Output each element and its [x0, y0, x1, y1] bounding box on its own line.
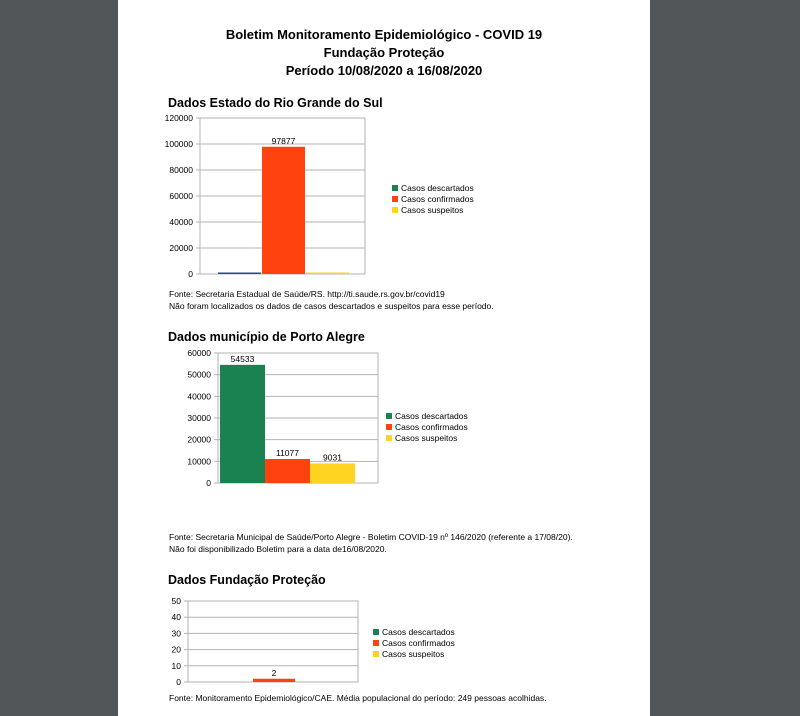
- section-heading-fp: Dados Fundação Proteção: [168, 573, 326, 587]
- y-tick-label: 0: [206, 478, 211, 488]
- legend-label: Casos confirmados: [395, 422, 468, 432]
- organization-title: Fundação Proteção: [323, 45, 445, 60]
- legend-swatch: [392, 185, 398, 191]
- source-note-rs: Fonte: Secretaria Estadual de Saúde/RS. http://ti.saude.rs.gov.br/covid19: [169, 289, 445, 299]
- legend-label: Casos descartados: [401, 183, 474, 193]
- y-tick-label: 120000: [164, 113, 193, 123]
- y-tick-label: 20000: [169, 243, 193, 253]
- source-note-fp: Fonte: Monitoramento Epidemiológico/CAE. Média populacional do período: 249 pessoas acolhidas.: [169, 693, 547, 703]
- legend-swatch: [373, 651, 379, 657]
- bar: [265, 459, 310, 483]
- y-tick-label: 10: [171, 660, 181, 671]
- y-tick-label: 40000: [169, 217, 193, 227]
- y-tick-label: 20: [171, 644, 181, 655]
- bar: [253, 679, 295, 682]
- section-heading-poa: Dados município de Porto Alegre: [168, 330, 365, 344]
- source-note-poa: Fonte: Secretaria Municipal de Saúde/Porto Alegre - Boletim COVID-19 nº 146/2020 (referente a 17/08/20).: [169, 532, 573, 542]
- data-label: 97877: [271, 135, 296, 146]
- chart-fp: [118, 595, 650, 690]
- y-tick-label: 40000: [187, 391, 211, 402]
- legend-label: Casos confirmados: [382, 638, 455, 648]
- data-label: 11077: [275, 447, 300, 458]
- bar: [218, 273, 261, 275]
- y-tick-label: 0: [176, 677, 181, 687]
- data-label: 9031: [323, 452, 342, 463]
- y-tick-label: 50000: [187, 369, 211, 380]
- legend-label: Casos suspeitos: [395, 433, 458, 443]
- chart-rs: [118, 112, 650, 287]
- y-tick-label: 30: [171, 628, 181, 639]
- legend-label: Casos confirmados: [401, 194, 474, 204]
- y-tick-label: 40: [171, 612, 181, 623]
- y-tick-label: 10000: [187, 456, 211, 467]
- bar: [262, 147, 305, 274]
- y-tick-label: 60000: [169, 191, 193, 201]
- y-tick-label: 60000: [187, 348, 211, 358]
- legend-swatch: [386, 435, 392, 441]
- missing-data-note-rs: Não foram localizados os dados de casos descartados e suspeitos para esse período.: [169, 301, 494, 311]
- y-tick-label: 50: [171, 596, 181, 606]
- legend-swatch: [386, 413, 392, 419]
- legend-label: Casos suspeitos: [401, 205, 464, 215]
- viewer-left-margin: [0, 0, 118, 716]
- legend-label: Casos suspeitos: [382, 649, 445, 659]
- y-tick-label: 20000: [187, 434, 211, 445]
- document-page: [118, 0, 650, 716]
- y-tick-label: 80000: [169, 165, 193, 175]
- legend-swatch: [373, 629, 379, 635]
- period-title: Período 10/08/2020 a 16/08/2020: [285, 63, 483, 78]
- bar: [306, 273, 349, 275]
- bar: [220, 365, 265, 483]
- bar: [310, 463, 355, 483]
- legend-swatch: [392, 207, 398, 213]
- chart-poa: [118, 346, 650, 491]
- legend-swatch: [392, 196, 398, 202]
- data-label: 2: [271, 667, 277, 678]
- data-label: 54533: [230, 353, 255, 364]
- legend-label: Casos descartados: [395, 411, 468, 421]
- y-tick-label: 30000: [187, 413, 211, 423]
- legend-swatch: [373, 640, 379, 646]
- section-heading-rs: Dados Estado do Rio Grande do Sul: [168, 96, 383, 110]
- legend-swatch: [386, 424, 392, 430]
- bulletin-title: Boletim Monitoramento Epidemiológico - COVID 19: [225, 27, 543, 42]
- y-tick-label: 100000: [164, 139, 193, 149]
- legend-label: Casos descartados: [382, 627, 455, 637]
- y-tick-label: 0: [188, 269, 193, 279]
- viewer-right-margin: [650, 0, 800, 716]
- missing-data-note-poa: Não foi disponibilizado Boletim para a data de16/08/2020.: [169, 544, 387, 554]
